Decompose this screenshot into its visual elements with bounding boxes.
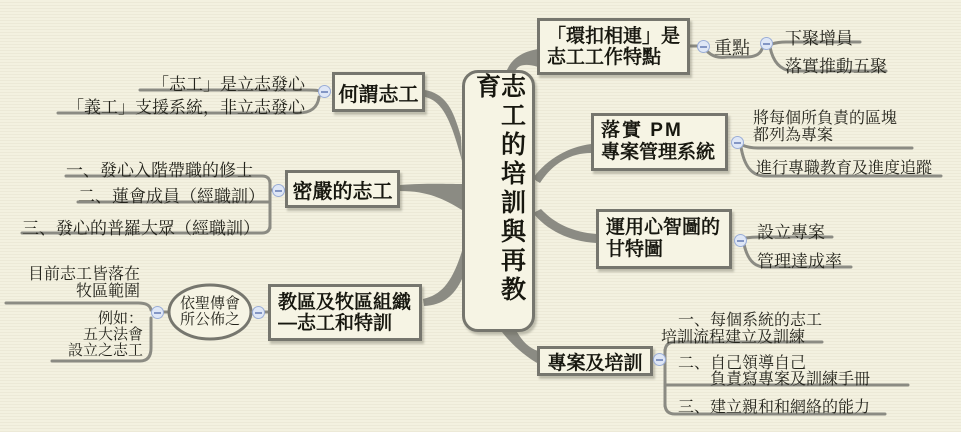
leaf-strict-2[interactable]: 二、蓮會成員（經職訓） xyxy=(78,187,265,206)
leaf-line2: 五大法會 xyxy=(82,326,143,343)
leaf-training-1-line2[interactable]: 培訓流程建立及訓練 xyxy=(661,329,806,346)
topic-gantt-mindmap[interactable] xyxy=(596,209,732,269)
topic-label-line1: 「環扣相連」是 xyxy=(547,25,681,47)
leaf-training-3[interactable]: 三、建立親和和網絡的能力 xyxy=(678,399,871,416)
leaf-five-clusters[interactable]: 落實推動五聚 xyxy=(785,57,887,76)
callout-holy-society[interactable] xyxy=(170,296,250,328)
leaf-line2: 牧區範圍 xyxy=(75,283,140,300)
central-topic[interactable] xyxy=(462,70,535,332)
leaf-setup-project[interactable]: 設立專案 xyxy=(757,223,825,242)
collapse-toggle-interlock[interactable] xyxy=(697,40,710,53)
topic-label: 何謂志工 xyxy=(338,83,419,106)
callout-line2: 所公佈之 xyxy=(179,311,240,328)
leaf-line2: 都列為專案 xyxy=(753,127,834,144)
branch-limb-training xyxy=(502,332,538,363)
topic-parish-organization[interactable] xyxy=(268,284,422,341)
central-topic-label: 志工的培訓與再教育 xyxy=(472,73,526,305)
topic-label-line2: 志工工作特點 xyxy=(547,46,662,68)
branch-limb-gantt xyxy=(533,209,596,243)
collapse-toggle-parish-right[interactable] xyxy=(252,306,265,319)
topic-strict-volunteers[interactable] xyxy=(285,170,400,208)
subtopic-key-point[interactable]: 重點 xyxy=(714,38,750,58)
leaf-strict-1[interactable]: 一、發心入階帶職的修士 xyxy=(66,161,253,180)
topic-label-line2: 專案管理系統 xyxy=(601,142,716,163)
leaf-line1: 例如： xyxy=(97,310,143,327)
leaf-parish-example[interactable] xyxy=(8,311,143,359)
collapse-toggle-training[interactable] xyxy=(653,353,666,366)
leaf-line1: 將每個所負責的區塊 xyxy=(753,110,898,127)
leaf-recruit[interactable]: 下聚增員 xyxy=(785,29,853,48)
topic-label-line1: 教區及牧區組織 xyxy=(278,291,412,313)
branch-limb-strict xyxy=(400,184,462,210)
collapse-toggle-parish-left[interactable] xyxy=(151,306,164,319)
callout-line1: 依聖傳會 xyxy=(179,295,240,312)
leaf-training-2-line2[interactable]: 負責寫專案及訓練手冊 xyxy=(710,371,871,388)
collapse-toggle-what-is[interactable] xyxy=(318,85,331,98)
branch-limb-parish xyxy=(423,251,462,306)
topic-interlock-feature[interactable] xyxy=(537,18,690,75)
collapse-toggle-key-point[interactable] xyxy=(760,37,773,50)
topic-label-line2: —志工和特訓 xyxy=(278,312,393,334)
leaf-line3: 設立之志工 xyxy=(67,342,143,359)
leaf-education-tracking[interactable]: 進行專職教育及進度追蹤 xyxy=(756,160,933,177)
topic-label: 密嚴的志工 xyxy=(292,180,393,203)
topic-label-line1: 落實 PM xyxy=(601,120,683,141)
leaf-line1: 目前志工皆落在 xyxy=(27,266,140,283)
leaf-strict-3[interactable]: 三、發心的普羅大眾（經職訓） xyxy=(22,219,260,238)
collapse-toggle-gantt[interactable] xyxy=(734,234,747,247)
branch-limb-interlock xyxy=(507,49,538,70)
topic-label-line2: 甘特圖 xyxy=(606,239,664,260)
topic-label: 專案及培訓 xyxy=(547,352,643,374)
topic-what-is-volunteer[interactable] xyxy=(332,72,425,112)
branch-limb-what-is xyxy=(425,90,462,161)
leaf-training-2-line1[interactable]: 二、自己領導自己 xyxy=(678,355,807,372)
topic-projects-training[interactable] xyxy=(537,346,653,376)
leaf-parish-current[interactable] xyxy=(8,266,140,300)
leaf-yigong-definition[interactable]: 「義工」支援系統，非立志發心 xyxy=(67,98,305,117)
leaf-manage-rate[interactable]: 管理達成率 xyxy=(757,252,842,271)
collapse-toggle-pm[interactable] xyxy=(731,136,744,149)
topic-label-line1: 運用心智圖的 xyxy=(606,217,721,238)
leaf-blocks-as-projects[interactable] xyxy=(753,110,897,144)
branch-limb-pm xyxy=(533,144,591,183)
collapse-toggle-strict[interactable] xyxy=(272,184,285,197)
topic-pm-system[interactable] xyxy=(591,113,728,171)
leaf-volunteer-definition[interactable]: 「志工」是立志發心 xyxy=(152,75,305,94)
leaf-training-1-line1[interactable]: 一、每個系統的志工 xyxy=(678,312,823,329)
